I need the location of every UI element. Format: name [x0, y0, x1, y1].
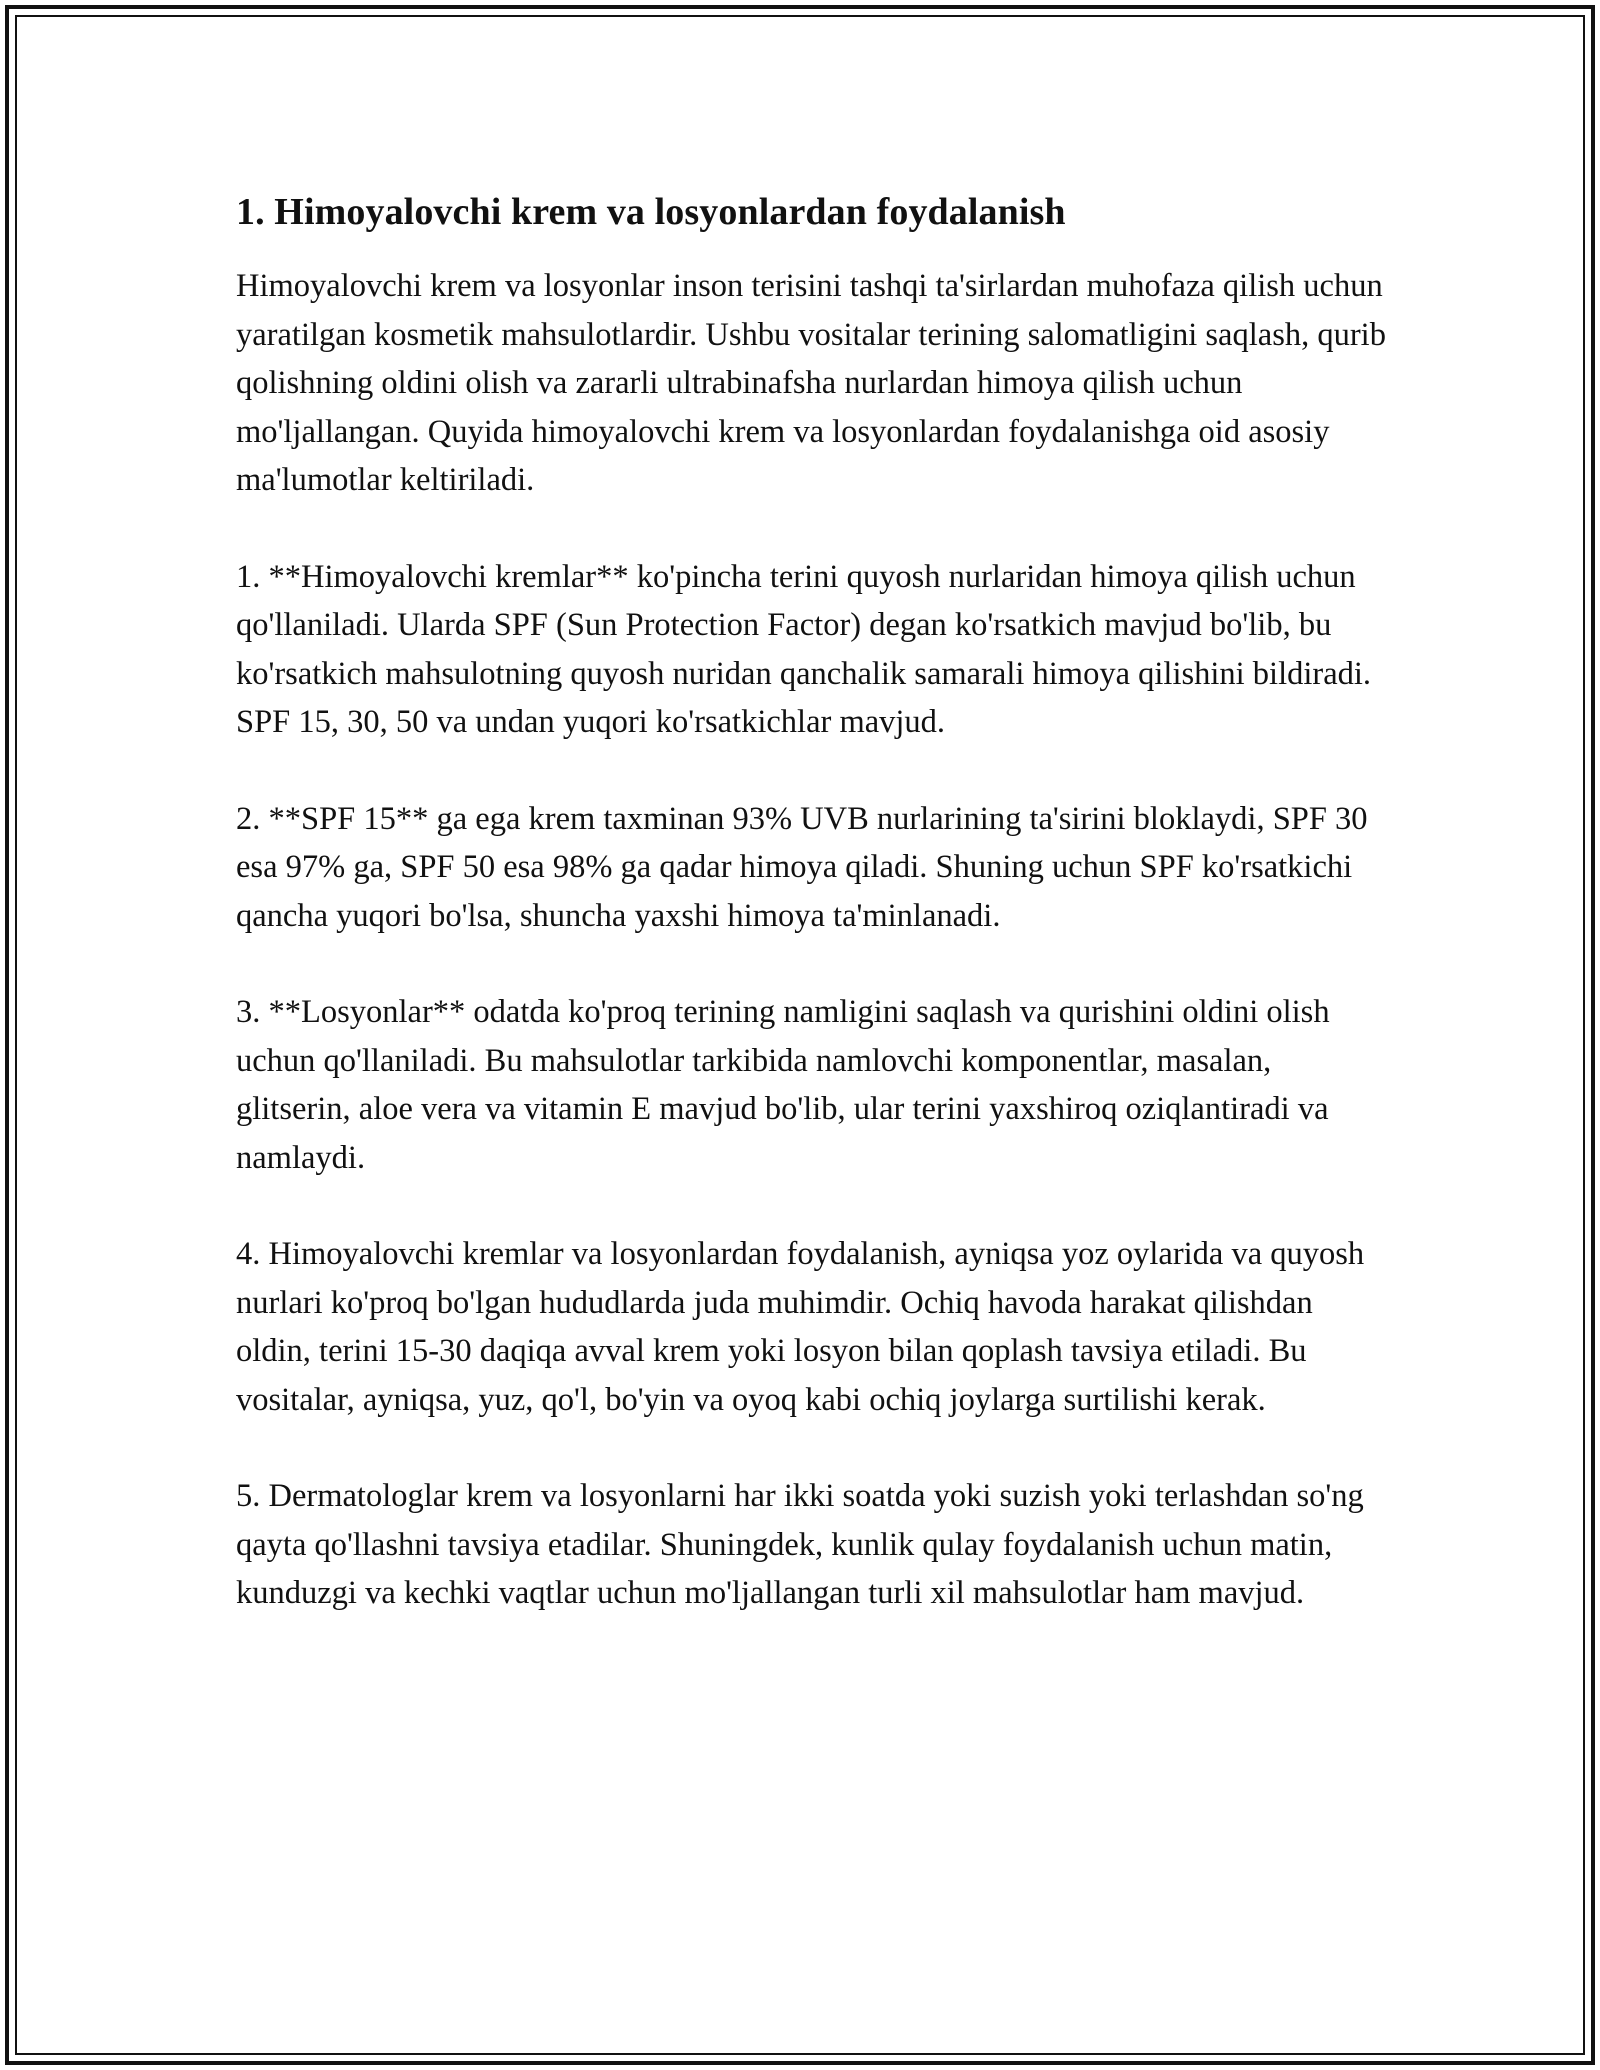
- paragraph-item-1: 1. **Himoyalovchi kremlar** ko'pincha terini quyosh nurlaridan himoya qilish uchun qo'llaniladi. Ularda SPF (Sun Protection Factor) degan ko'rsatkich mavjud bo'lib, bu ko'rsatkich mahsulotning quyosh nuridan qanchalik samarali himoya qilishini bildiradi. SPF 15, 30, 50 va undan yuqori ko'rsatkichlar mavjud.: [236, 558, 1372, 740]
- document-title: 1. Himoyalovchi krem va losyonlardan foydalanish: [236, 191, 1066, 233]
- paragraph-intro: Himoyalovchi krem va losyonlar inson terisini tashqi ta'sirlardan muhofaza qilish uchun yaratilgan kosmetik mahsulotlardir. Ushbu vositalar terining salomatligini saqlash, qurib qolishning oldini olish va zararli ultrabinafsha nurlardan himoya qilish uchun mo'ljallangan. Quyida himoyalovchi krem va losyonlardan foydalanishga oid asosiy ma'lumotlar keltiriladi.: [236, 268, 1386, 498]
- paragraph-item-3: 3. **Losyonlar** odatda ko'proq terining namligini saqlash va qurishini oldini olish uchun qo'llaniladi. Bu mahsulotlar tarkibida namlovchi komponentlar, masalan, glitserin, aloe vera va vitamin E mavjud bo'lib, ular terini yaxshiroq oziqlantiradi va namlaydi.: [236, 994, 1330, 1176]
- paragraph-item-4: 4. Himoyalovchi kremlar va losyonlardan foydalanish, ayniqsa yoz oylarida va quyosh nurlari ko'proq bo'lgan hududlarda juda muhimdir. Ochiq havoda harakat qilishdan oldin, terini 15-30 daqiqa avval krem yoki losyon bilan qoplash tavsiya etiladi. Bu vositalar, ayniqsa, yuz, qo'l, bo'yin va oyoq kabi ochiq joylarga surtilishi kerak.: [236, 1236, 1365, 1418]
- paragraph-item-2: 2. **SPF 15** ga ega krem taxminan 93% UVB nurlarining ta'sirini bloklaydi, SPF 30 esa 97% ga, SPF 50 esa 98% ga qadar himoya qiladi. Shuning uchun SPF ko'rsatkichi qancha yuqori bo'lsa, shuncha yaxshi himoya ta'minlanadi.: [236, 800, 1368, 934]
- paragraph-item-5: 5. Dermatologlar krem va losyonlarni har ikki soatda yoki suzish yoki terlashdan so'ng qayta qo'llashni tavsiya etadilar. Shuningdek, kunlik qulay foydalanish uchun matin, kunduzgi va kechki vaqtlar uchun mo'ljallangan turli xil mahsulotlar ham mavjud.: [236, 1478, 1364, 1611]
- document-body: [236, 186, 1386, 1666]
